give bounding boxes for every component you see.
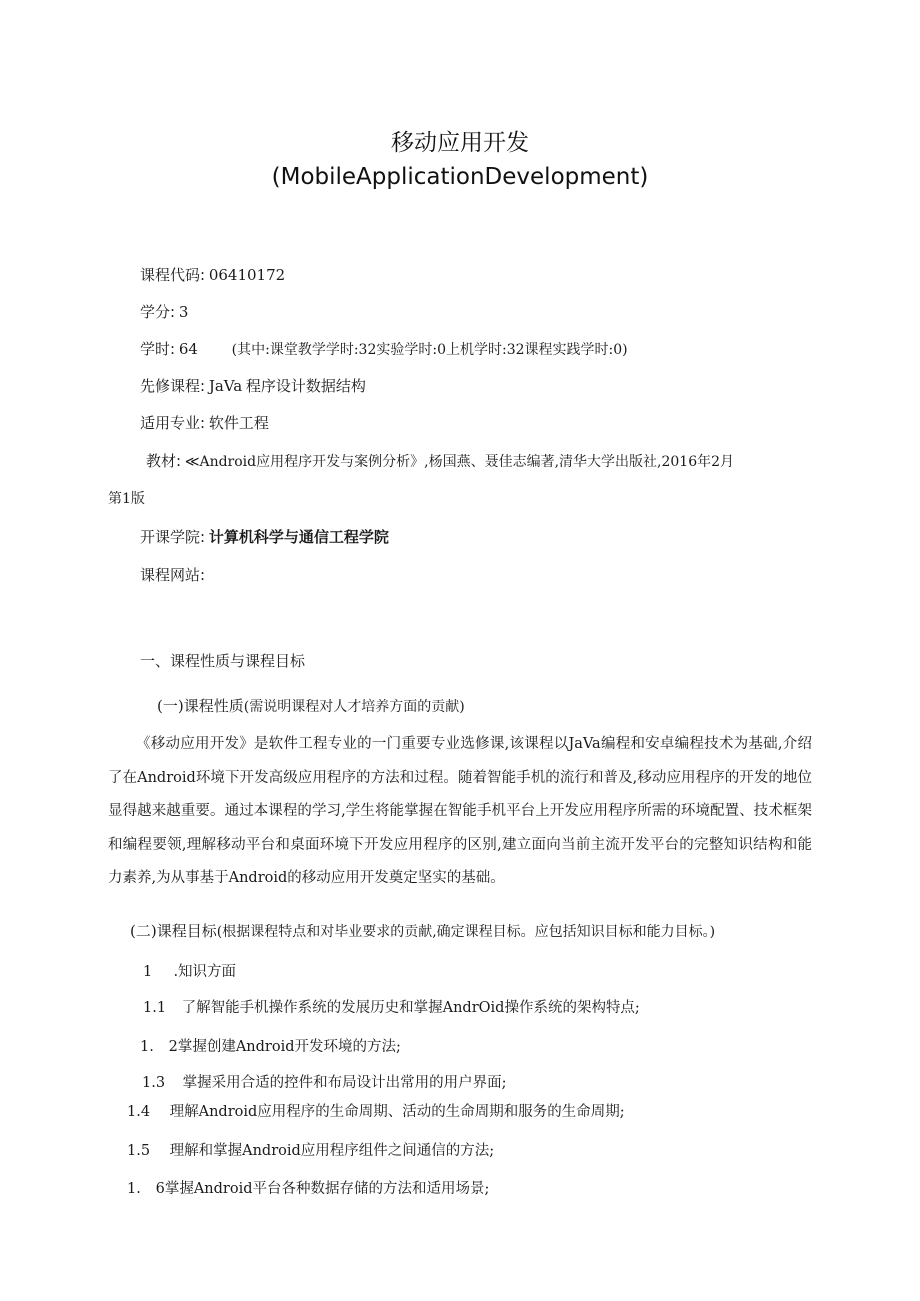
major-label: 适用专业:	[140, 414, 206, 432]
knowledge-num: 1	[143, 964, 153, 980]
major-row	[140, 413, 269, 434]
course-code-value: 06410172	[208, 266, 286, 284]
page-title: 移动应用开发	[391, 130, 529, 156]
list-item-num: 1.1	[143, 1000, 167, 1016]
textbook-edition-text: 第1版	[108, 491, 145, 507]
list-item-text: 了解智能手机操作系统的发展历史和掌握AndrOid操作系统的架构特点;	[181, 1000, 640, 1016]
credit-row	[140, 302, 188, 323]
list-item-num: 1.4	[127, 1104, 151, 1120]
textbook-value: ≪Android应用程序开发与案例分析》,杨国燕、聂佳志编著,清华大学出版社,2016年2月	[184, 454, 735, 470]
credit-value: 3	[178, 303, 189, 321]
website-label: 课程网站:	[140, 566, 206, 584]
goals-label: 课程目标	[156, 922, 217, 940]
list-item-num: 1.	[127, 1181, 141, 1197]
hours-detail: (其中:课堂教学学时:32实验学时:0上机学时:32课程实践学时:0)	[231, 342, 628, 358]
nature-heading	[157, 695, 465, 716]
nature-label: 课程性质	[183, 697, 244, 715]
textbook-label: 教材:	[146, 452, 182, 470]
hours-value: 64	[178, 340, 198, 358]
college-label: 开课学院:	[140, 528, 206, 546]
list-item-text: 掌握采用合适的控件和布局设计出常用的用户界面;	[182, 1075, 507, 1091]
list-item-text: 理解Android应用程序的生命周期、活动的生命周期和服务的生命周期;	[169, 1104, 625, 1120]
hours-row	[140, 339, 628, 360]
nature-note: (需说明课程对人才培养方面的贡献)	[243, 699, 465, 715]
prereq-label: 先修课程:	[140, 377, 206, 395]
knowledge-heading	[143, 960, 236, 981]
list-item	[127, 1177, 489, 1198]
goals-note: (根据课程特点和对毕业要求的贡献,确定课程目标。应包括知识目标和能力目标。)	[216, 924, 716, 940]
major-value: 软件工程	[208, 414, 269, 432]
list-item-text: 6掌握Android平台各种数据存储的方法和适用场景;	[155, 1181, 490, 1197]
knowledge-label: .知识方面	[173, 964, 237, 980]
goals-heading	[130, 920, 715, 941]
hours-label: 学时:	[140, 340, 176, 358]
textbook-edition	[108, 489, 145, 509]
course-code-row	[140, 265, 285, 286]
list-item-text: 理解和掌握Android应用程序组件之间通信的方法;	[169, 1143, 495, 1159]
prereq-value-courses: 程序设计数据结构	[245, 377, 366, 395]
website-row	[140, 565, 205, 586]
college-row	[140, 527, 389, 548]
list-item	[142, 1071, 507, 1092]
credit-label: 学分:	[140, 303, 176, 321]
goals-prefix: (二)	[130, 922, 157, 940]
course-code-label: 课程代码:	[140, 266, 206, 284]
list-item-num: 1.	[140, 1039, 154, 1055]
list-item-num: 1.3	[142, 1075, 166, 1091]
section-heading: 一、课程性质与课程目标	[140, 652, 306, 670]
list-item-num: 1.5	[127, 1143, 151, 1159]
list-item	[127, 1100, 625, 1121]
page-subtitle: (MobileApplicationDevelopment)	[271, 164, 649, 190]
list-item	[143, 996, 640, 1017]
nature-body: 《移动应用开发》是软件工程专业的一门重要专业选修课,该课程以JaVa编程和安卓编程技术为基础,介绍了在Android环境下开发高级应用程序的方法和过程。随着智能手机的流行和普及,移动应用程序的开发的地位显得越来越重要。通过本课程的学习,学生将能掌握在智能手机平台上开发应用程序所需的环境配置、技术框架和编程要领,理解移动平台和桌面环境下开发应用程序的区别,建立面向当前主流开发平台的完整知识结构和能力素养,为从事基于Android的移动应用开发奠定坚实的基础。	[108, 736, 812, 886]
nature-prefix: (一)	[157, 697, 184, 715]
college-value: 计算机科学与通信工程学院	[208, 528, 389, 546]
textbook-row	[146, 451, 734, 472]
list-item	[127, 1139, 494, 1160]
prereq-value-lang: JaVa	[208, 377, 243, 395]
list-item-text: 2掌握创建Android开发环境的方法;	[168, 1039, 401, 1055]
prereq-row	[140, 376, 366, 397]
list-item	[140, 1035, 401, 1056]
